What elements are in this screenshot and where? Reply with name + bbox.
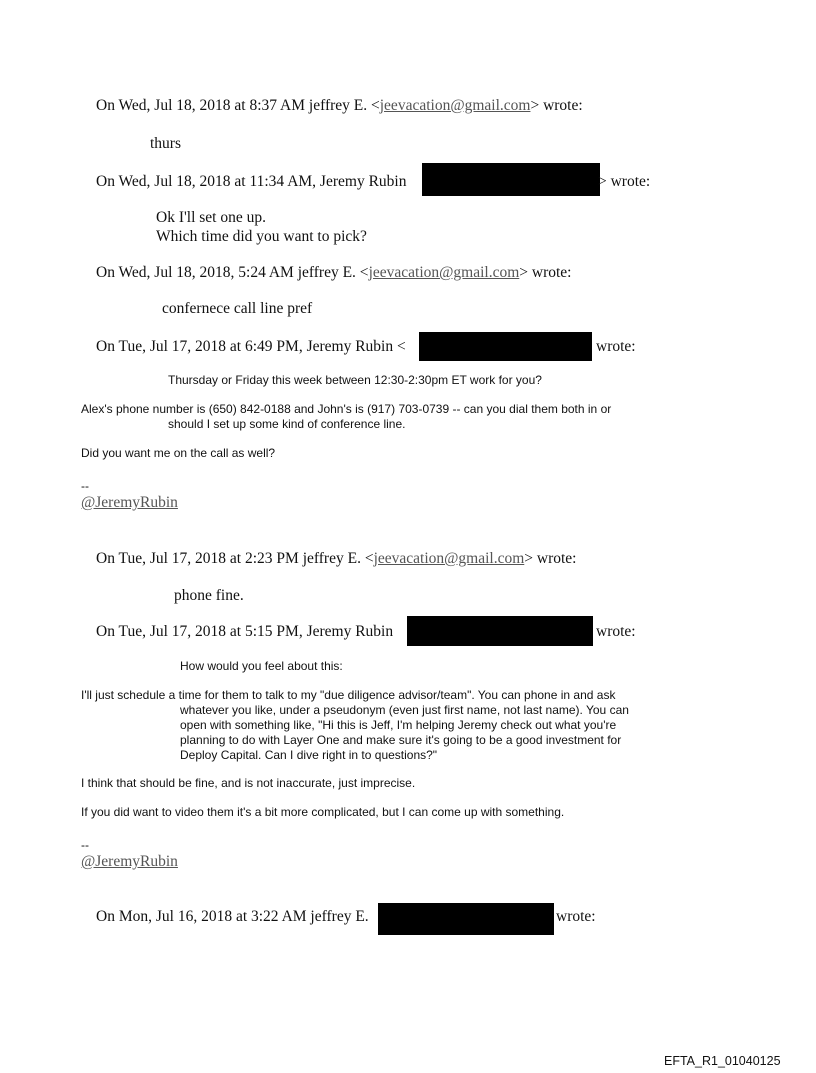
email-link[interactable]: jeevacation@gmail.com bbox=[368, 264, 520, 281]
email-header-suffix: > wrote: bbox=[598, 173, 651, 190]
message-text: I'll just schedule a time for them to talk to my "due diligence advisor/team". You can phone in and ask bbox=[81, 688, 616, 702]
email-header-suffix: wrote: bbox=[596, 623, 636, 640]
email-header-6: On Tue, Jul 17, 2018 at 5:15 PM, Jeremy Rubin bbox=[96, 623, 394, 640]
redaction-block bbox=[419, 332, 592, 361]
message-text: should I set up some kind of conference line. bbox=[168, 417, 406, 431]
signature-link[interactable]: @JeremyRubin bbox=[81, 494, 178, 511]
message-text: Thursday or Friday this week between 12:30-2:30pm ET work for you? bbox=[168, 373, 542, 387]
email-header-1: On Wed, Jul 18, 2018 at 8:37 AM jeffrey E. <jeevacation@gmail.com> wrote: bbox=[96, 97, 583, 114]
message-text: Which time did you want to pick? bbox=[156, 228, 367, 245]
email-header-3: On Wed, Jul 18, 2018, 5:24 AM jeffrey E. <jeevacation@gmail.com> wrote: bbox=[96, 264, 572, 281]
email-header-suffix: wrote: bbox=[556, 908, 596, 925]
message-text: Deploy Capital. Can I dive right in to questions?" bbox=[180, 748, 438, 762]
message-text: planning to do with Layer One and make sure it's going to be a good investment for bbox=[180, 733, 622, 747]
email-header-7: On Mon, Jul 16, 2018 at 3:22 AM jeffrey E. bbox=[96, 908, 369, 925]
email-header-5: On Tue, Jul 17, 2018 at 2:23 PM jeffrey E. <jeevacation@gmail.com> wrote: bbox=[96, 550, 577, 567]
document-id: EFTA_R1_01040125 bbox=[664, 1054, 781, 1068]
message-text: I think that should be fine, and is not inaccurate, just imprecise. bbox=[81, 776, 416, 790]
email-header-2: On Wed, Jul 18, 2018 at 11:34 AM, Jeremy Rubin bbox=[96, 173, 407, 190]
message-text: If you did want to video them it's a bit more complicated, but I can come up with something. bbox=[81, 805, 565, 819]
redaction-block bbox=[422, 163, 600, 196]
message-text: phone fine. bbox=[174, 587, 244, 604]
message-text: thurs bbox=[150, 135, 181, 152]
message-text: confernece call line pref bbox=[162, 300, 313, 317]
redaction-block bbox=[378, 903, 554, 935]
message-text: Ok I'll set one up. bbox=[156, 209, 266, 226]
email-link[interactable]: jeevacation@gmail.com bbox=[373, 550, 525, 567]
redaction-block bbox=[407, 616, 593, 646]
signature-dashes: -- bbox=[81, 838, 89, 852]
email-link[interactable]: jeevacation@gmail.com bbox=[379, 97, 531, 114]
message-text: How would you feel about this: bbox=[180, 659, 343, 673]
message-text: Did you want me on the call as well? bbox=[81, 446, 276, 460]
signature-dashes: -- bbox=[81, 479, 89, 493]
email-header-4: On Tue, Jul 17, 2018 at 6:49 PM, Jeremy Rubin < bbox=[96, 338, 406, 355]
email-header-suffix: wrote: bbox=[596, 338, 636, 355]
message-text: open with something like, "Hi this is Jeff, I'm helping Jeremy check out what you're bbox=[180, 718, 617, 732]
message-text: Alex's phone number is (650) 842-0188 and John's is (917) 703-0739 -- can you dial them both in or bbox=[81, 402, 612, 416]
message-text: whatever you like, under a pseudonym (even just first name, not last name). You can bbox=[180, 703, 629, 717]
signature-link[interactable]: @JeremyRubin bbox=[81, 853, 178, 870]
